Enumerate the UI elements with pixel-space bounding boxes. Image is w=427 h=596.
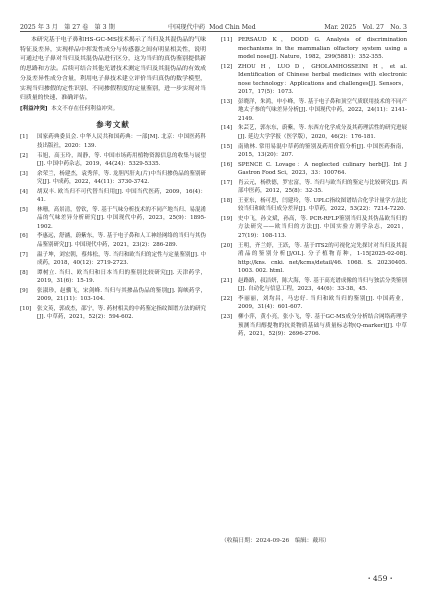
reference-number: [9] <box>20 287 28 294</box>
reference-text: PERSAUD K，DODD G. Analysis of discrimination mechanisms in the mammalian olfactory system using a model nose[J]. Nature，1982，299(5881)：352-355. <box>238 37 407 61</box>
header-rule <box>20 31 407 32</box>
reference-text: 柳小萍，黄小亮，张小飞，等. 基于GC-MS成分分析结合网络药理学预测当归醇提物的抗炎物质基础与质量标志物(Q-marker)[J]. 中草药，2021，52(9)：2696-2706. <box>238 313 407 338</box>
reference-number: [6] <box>20 233 28 240</box>
reference-text: 国家药典委员会. 中华人民共和国药典：一部[M]. 北京：中国医药科技出版社，2020：139. <box>37 134 206 149</box>
reference-text: 温子坤，刘宏朝，蔡炜松，等. 当归和欧当归的定性与定量鉴别[J]. 中成药，2018，40(12)：2719-2723. <box>37 251 206 267</box>
reference-item <box>221 36 407 62</box>
reference-number: [20] <box>221 242 233 249</box>
reference-number: [12] <box>221 63 233 70</box>
reference-text: 史中飞，孙文斌，孙高，等. PCR-RFLP鉴别当归及其伪品欧当归的方法研究——欧当归的方法[J]. 中国实验方剂学杂志，2021，27(19)：108-113. <box>238 215 407 240</box>
reference-number: [4] <box>20 188 28 195</box>
reference-item <box>20 251 206 268</box>
reference-item <box>221 313 407 339</box>
reference-number: [2] <box>20 152 28 159</box>
reference-number: [3] <box>20 170 28 177</box>
right-column <box>221 36 407 340</box>
reference-text: ZHOU H，LUO D，GHOLAMHOSSEINI H，et al. Identification of Chinese herbal medicines with electronic nose technology：Applications and challenges[J]. Sensors，2017，17(5)：1073. <box>238 63 407 96</box>
reference-text: 张文英，郭成杰，邵宁，等. 药材相关的中药鉴定指纹图谱方法的研究[J]. 中草药，2021，52(2)：594-602. <box>37 305 206 321</box>
reference-number: [13] <box>221 98 233 105</box>
reference-item <box>221 179 407 196</box>
reference-number: [10] <box>20 305 32 312</box>
reference-text: SPENCE C. Lovage：A neglected culinary herb[J]. Int J Gastron Food Sci，2023，33：100764. <box>238 161 407 177</box>
reference-text: 张淑珍，赵骥飞，宋剑峰. 当归与其掺品伪品的鉴别[J]. 海峡药学，2009，21(11)：103-104. <box>37 287 206 303</box>
header-issue: 2025 年 3 月 第 27 卷 第 3 期 <box>20 24 115 31</box>
header-journal-en: Mod Chin Med <box>209 24 256 31</box>
reference-item <box>221 143 407 160</box>
header-journal <box>168 22 256 31</box>
header-issue-en: Mar. 2025 Vol. 27 No. 3 <box>324 24 407 31</box>
reference-number: [17] <box>221 179 233 186</box>
left-column <box>20 36 206 323</box>
reference-item <box>221 242 407 276</box>
reference-item <box>221 295 407 312</box>
reference-text: 余荣兰，杨建杰，袁秀萍，等. 龙胆泻肝丸(片)中当归掺伪品的鉴别研究[J]. 中成药，2022，44(11)：3730-3742. <box>37 170 206 186</box>
conflict-text: 本文不存在任何利益冲突。 <box>51 105 119 112</box>
page-number: ・459・ <box>365 574 395 583</box>
reference-text: 南勋林. 常用易混中草药的鉴别及药用价值分析[J]. 中国医药指南，2015，13(20)：207. <box>238 143 407 159</box>
reference-item <box>221 63 407 97</box>
reference-number: [18] <box>221 197 233 204</box>
reference-number: [19] <box>221 215 233 222</box>
reference-item <box>221 161 407 178</box>
reference-text: 韦旭，高玉玲，周静，等. 中国市场药用植物资源信息的收集与展望[J]. 中国中药杂志，2019，44(24)：5329-5335. <box>37 152 206 168</box>
reference-number: [16] <box>221 161 233 168</box>
reference-item <box>20 232 206 249</box>
reference-number: [23] <box>221 313 233 320</box>
reference-item <box>20 269 206 286</box>
reference-number: [14] <box>221 125 233 132</box>
reference-number: [11] <box>221 37 233 43</box>
reference-text: 王明，齐兰婷，王跃，等. 基于ITS2的可视化完先探讨对当归及其混淆品的鉴别分析[J/OL]. 分子植物育种，1-15[2025-02-08]. http://kns. cnki. net/kcms/detail/46. 1068. S. 20230405. 1003. 002. html. <box>238 242 407 275</box>
received-date-note: （收稿日期：2024-09-26 编辑：戴玮） <box>221 538 330 544</box>
reference-text: 赵路路，叔洁妍，陈大海，等. 基于高光谱成像的当归与独活分类鉴别[J]. 自动化与信息工程，2023，44(6)：33-38，45. <box>238 277 407 293</box>
conflict-statement <box>20 105 206 114</box>
reference-text: 胡双丰. 欧当归不可代替当归用[J]. 中国当代医药，2009，16(4)：41. <box>37 188 206 204</box>
reference-item <box>20 133 206 150</box>
reference-text: 王亚东，杨可思，闫建玲，等. UPLC指纹图谱结合化学计量学方法比较当归和欧当归成分差异[J]. 中草药，2022，53(22)：7214-7220. <box>238 197 407 213</box>
reference-item <box>221 197 407 214</box>
reference-item <box>20 206 206 232</box>
reference-text: 谭树立. 当归、欧当归和日本当归的鉴别比较研究[J]. 天津药学，2019，31(6)：15-19. <box>37 269 206 285</box>
reference-text: 朱芸艺，郭东东，蔚紫，等. 东西方化学成分及其药理活性的研究进展[J]. 延边大学学报（医学版），2020，46(2)：176-181. <box>238 125 407 141</box>
reference-number: [22] <box>221 295 233 302</box>
reference-text: 李丽丽，刘均昌，马忠好. 当归和欧当归的鉴别[J]. 中国药业，2009，31(4)：601-607. <box>238 295 407 311</box>
reference-text: 林珊，高景清，曾钦，等. 基于气味分析技术的不同产地当归、易混淆品的气味差异分析研究[J]. 中国现代中药，2023，25(9)：1895-1902. <box>37 206 206 230</box>
reference-list-left <box>20 133 206 321</box>
reference-item <box>221 98 407 124</box>
reference-item <box>221 124 407 141</box>
reference-number: [5] <box>20 206 28 213</box>
reference-item <box>221 215 407 241</box>
reference-item <box>20 152 206 169</box>
reference-number: [15] <box>221 143 233 150</box>
body-paragraph: 本研究基于电子鼻和HS-GC-MS技术揭示了当归及其混伪品的气味特征及差异，实现样品中挥发性成分与传感器之间有明显相关性，说明可通过电子鼻对当归及其混伪品进行区分，这为当归的真伪鉴别提供新的思路和方法。后续可结合其他光谱技术测定当归及其混伪品的有效成分及差异性成分含量，利用电子鼻技术建立评价当归真伪的数学模型，实现当归掺假的定性识别、不同掺假程度的定量鉴别，进一步实现对当归质量的快速、准确评估。 <box>20 37 206 102</box>
reference-number: [21] <box>221 277 233 284</box>
conflict-label: [利益冲突] <box>20 105 48 112</box>
reference-list-right <box>221 36 407 339</box>
header-journal-cn: 中国现代中药 <box>168 24 206 31</box>
reference-number: [1] <box>20 134 28 141</box>
reference-number: [8] <box>20 269 28 276</box>
reference-text: 李惠远，舒涵，蔚紫东，等. 基于电子鼻和人工神经网络的当归与其伪品鉴别研究[J]. 中国现代中药，2021，23(2)：286-289. <box>37 233 206 248</box>
reference-item <box>221 277 407 294</box>
reference-item <box>20 287 206 304</box>
reference-text: 肖云元，杨秩德，罗宏富，等. 当归与欧当归的鉴定与比较研究[J]. 西部中医药，2012，25(8)：32-35. <box>238 179 407 195</box>
reference-item <box>20 188 206 205</box>
reference-item <box>20 305 206 322</box>
references-title: 参考文献 <box>96 119 130 129</box>
reference-item <box>20 170 206 187</box>
reference-number: [7] <box>20 251 28 258</box>
reference-text: 彭晓洋，朱鸿，申小峰，等. 基于电子鼻和顶空气质联用技术的不同产地太子参的气味差异分析[J]. 中国现代中药，2022，24(11)：2141-2149. <box>238 98 407 122</box>
